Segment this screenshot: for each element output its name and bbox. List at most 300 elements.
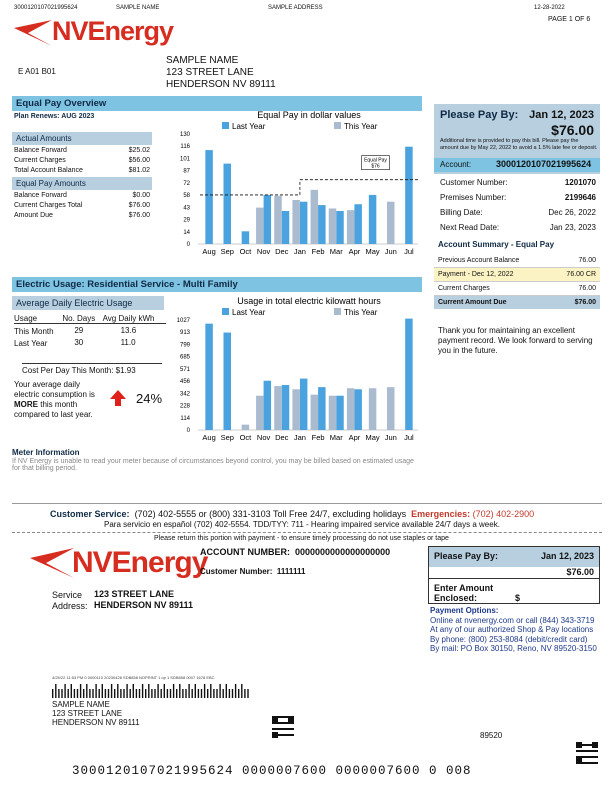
y-tick-label: 14 [183,230,190,237]
qr-module [590,744,592,746]
qr-module [582,756,584,758]
bar [318,205,326,244]
qr-module [280,716,282,718]
qr-module [584,762,586,764]
ep-row: Balance Forward $0.00 [14,191,150,199]
x-tick-label: Mar [329,433,343,442]
logo-text: NVEnergy [52,16,174,46]
x-tick-label: Jan [293,247,306,256]
barcode-bar [136,689,137,698]
chart-title: Usage in total electric kilowatt hours [237,296,381,306]
barcode-bar [145,689,146,698]
barcode-bar [68,689,69,698]
qr-module [274,720,276,722]
x-tick-label: Sep [220,247,234,256]
ep-amounts-head: Equal Pay Amounts [12,177,152,190]
qr-module [272,736,274,738]
qr-module [586,744,588,746]
qr-module [290,722,292,724]
pay-box-date: Jan 12, 2023 [529,109,594,121]
actual-amounts-section [12,132,152,220]
qr-module [282,728,284,730]
qr-module [290,720,292,722]
cost-per-day: Cost Per Day This Month: $1.93 [22,363,162,375]
qr-module [286,728,288,730]
qr-module [588,750,590,752]
qr-module [592,756,594,758]
y-tick-label: 228 [179,403,190,410]
account-bar: Account: 3000120107021995624 [434,158,600,172]
x-tick-label: Feb [311,433,325,442]
account-details: Customer Number: 1201070 Premises Number: 2199646 Billing Date: Dec 26, 2022 Next Read Date: Jan 23, 2023 [440,178,596,232]
y-tick-label: 913 [179,330,190,337]
barcode-bar [126,684,127,698]
barcode-bar [213,689,214,698]
y-tick-label: 571 [179,366,190,373]
ocr-line: 3000120107021995624 0000007600 0000007600 0 008 [72,764,472,778]
customer-service: Customer Service: (702) 402-5555 or (800) 331-3103 Toll Free 24/7, excluding holidays Emergencies: (702) 402-2900 [50,509,535,519]
legend-swatch [222,308,229,315]
x-tick-label: Jun [384,433,397,442]
bar [224,164,232,244]
barcode-bar [151,689,152,698]
qr-module [282,722,284,724]
barcode-bar [235,684,236,698]
bar [300,202,308,244]
header-account: 3000120107021995624 [14,5,78,11]
qr-module [578,746,580,748]
x-tick-label: May [365,247,380,256]
qr-module [278,734,280,736]
qr-module [578,758,580,760]
qr-module [272,720,274,722]
divider [12,503,602,504]
qr-module [292,728,294,730]
y-tick-label: 0 [186,428,190,434]
header-date: 12-28-2022 [534,5,565,11]
bar [300,379,308,430]
barcode-bar [80,684,81,698]
barcode-bar [120,689,121,698]
qr-module [586,756,588,758]
barcode-bar [170,689,171,698]
qr-module [288,716,290,718]
qr-module [284,722,286,724]
qr-module [276,734,278,736]
qr-module [576,746,578,748]
x-tick-label: Aug [202,247,216,256]
equal-pay-chart [172,108,422,260]
qr-module [576,750,578,752]
barcode-bar [241,684,242,698]
barcode-bar [77,689,78,698]
qr-module [290,718,292,720]
spanish-service: Para servicio en español (702) 402-5554. TDD/TYY: 711 - Hearing impaired service available 24/7 days a week. [104,520,500,529]
qr-module [292,716,294,718]
mail-street: 123 STREET LANE [166,67,254,78]
x-tick-label: Nov [256,247,271,256]
payment-options: Payment Options: Online at nvenergy.com or call (844) 343-3719 At any of our authorized Shop & Pay locations By phone: (800) 253-8084 (debit/credit card) By mail: PO Box 30150, Reno, NV 89520-3150 [430,606,597,653]
qr-module [280,734,282,736]
qr-module [594,750,596,752]
thanks-text: Thank you for maintaining an excellent payment record. We look forward to serving you in the future. [438,326,593,355]
qr-module [274,728,276,730]
barcode-bar [117,684,118,698]
bar [387,202,395,244]
barcode-bar [74,689,75,698]
return-note: Please return this portion with payment - to ensure timely processing do not use staples or tape [154,535,449,542]
bar [242,231,250,244]
qr-module [288,728,290,730]
qr-module [280,722,282,724]
barcode-bar [173,684,174,698]
stub-account: ACCOUNT NUMBER: 0000000000000000000 [200,547,391,557]
qr-module [592,744,594,746]
pay-box-title: Please Pay By: [440,109,519,121]
qr-module [284,716,286,718]
qr-module [274,732,276,734]
bar [329,396,337,430]
y-tick-label: 58 [183,192,190,199]
barcode-bar [226,684,227,698]
legend-swatch [334,308,341,315]
bar [282,211,290,244]
qr-module [286,716,288,718]
stub-pay-box: Please Pay By: Jan 12, 2023 $76.00 Enter Amount Enclosed: $ [428,546,600,604]
logo-mark-icon [14,18,54,48]
actual-row: Total Account Balance $81.02 [14,166,150,174]
qr-module [274,736,276,738]
barcode-bar [195,684,196,698]
qr-module [288,718,290,720]
qr-module [276,716,278,718]
actual-amounts-head: Actual Amounts [12,132,152,145]
qr-module [584,756,586,758]
barcode-bar [244,689,245,698]
qr-module [590,756,592,758]
qr-module [278,716,280,718]
qr-module [276,722,278,724]
qr-module [592,762,594,764]
x-tick-label: Jun [384,247,397,256]
barcode-bar [167,689,168,698]
actual-row: Balance Forward $25.02 [14,146,150,154]
qr-module [596,756,598,758]
qr-module [590,762,592,764]
qr-module [594,742,596,744]
barcode-bar [71,684,72,698]
usage-table: Usage No. Days Avg Daily kWh This Month 29 13.6 Last Year 30 11.0 [14,314,166,348]
x-tick-label: Feb [311,247,325,256]
barcode-bar [89,689,90,698]
qr-module [274,722,276,724]
legend-label: Last Year [232,122,266,131]
qr-module [576,756,578,758]
chart-title: Equal Pay in dollar values [257,110,361,120]
y-tick-label: 456 [179,379,190,386]
qr-module [588,756,590,758]
qr-module [588,744,590,746]
y-tick-label: 130 [179,132,190,138]
bar [311,190,319,244]
barcode-bar [198,689,199,698]
qr-module [582,762,584,764]
qr-module [272,734,274,736]
y-tick-label: 1027 [176,318,190,324]
x-tick-label: Oct [239,247,252,256]
service-address: 123 STREET LANE HENDERSON NV 89111 [94,589,194,610]
y-tick-label: 0 [186,242,190,248]
bar [242,425,250,430]
mail-city: HENDERSON NV 89111 [166,79,276,90]
barcode-bar [154,689,155,698]
barcode-bar [207,689,208,698]
bar [369,195,377,244]
qr-module [286,734,288,736]
qr-module [276,720,278,722]
x-tick-label: Sep [220,433,234,442]
qr-module [592,742,594,744]
x-tick-label: May [365,433,380,442]
barcode-bar [201,689,202,698]
qr-module [580,746,582,748]
qr-module [290,734,292,736]
barcode-bar [58,689,59,698]
pay-box-note: Additional time is provided to pay this bill. Please pay the amount due by May 22, 2022 to avoid a 1.5% late fee or deposit. [440,138,598,151]
pay-box-amount: $76.00 [551,122,594,138]
barcode-bar [64,684,65,698]
qr-module [580,760,582,762]
arrow-up-icon [110,390,126,406]
y-tick-label: 114 [180,415,190,422]
bar [264,195,272,244]
qr-module [288,720,290,722]
stub-zip: 89520 [480,731,503,740]
qr-module [272,728,274,730]
qr-module [586,762,588,764]
barcode-bar [148,684,149,698]
stub-mail-address: SAMPLE NAME 123 STREET LANE HENDERSON NV 89111 [52,700,140,727]
plan-renews: Plan Renews: AUG 2023 [14,113,95,120]
usage-chart [172,294,422,446]
qr-module [580,750,582,752]
y-tick-label: 685 [179,354,190,361]
qr-module [584,750,586,752]
legend-swatch [222,122,229,129]
qr-module [594,756,596,758]
service-label: Service Address: [52,590,88,611]
header-address: SAMPLE ADDRESS [268,5,323,11]
y-tick-label: 101 [179,156,190,163]
barcode-bar [95,684,96,698]
barcode-bar [108,689,109,698]
barcode-bar [188,684,189,698]
barcode-bar [229,689,230,698]
qr-module [580,756,582,758]
qr-module [594,744,596,746]
equal-pay-title: Equal Pay Overview [12,96,422,111]
nvenergy-logo [14,16,174,48]
stub-logo: NVEnergy [30,546,200,580]
x-tick-label: Apr [348,247,361,256]
annotation-text: Equal Pay [364,157,387,164]
barcode-bar [123,689,124,698]
barcode-bar [216,689,217,698]
x-tick-label: Jan [293,433,306,442]
qr-module [596,762,598,764]
qr-module [290,716,292,718]
ep-row: Current Charges Total $76.00 [14,201,150,209]
qr-module [596,750,598,752]
qr-module [580,758,582,760]
barcode-bar [139,689,140,698]
qr-module [276,736,278,738]
barcode-bar [219,684,220,698]
y-tick-label: 43 [183,205,190,212]
bar [311,395,319,430]
barcode-bar [182,689,183,698]
qr-module [288,722,290,724]
barcode-bar [130,689,131,698]
barcode-bar [210,684,211,698]
qr-module [576,744,578,746]
usage-pct: 24% [136,391,163,406]
meter-text: If NV Energy is unable to read your meter because of circumstances beyond control, you may be billed based on estimated usage for that billing period. [12,458,414,472]
bar [264,381,272,430]
barcode-bar [133,684,134,698]
barcode-bar [111,684,112,698]
table-row: This Month 29 13.6 [14,325,137,336]
qr-module [292,734,294,736]
mailing-address [166,55,276,91]
y-tick-label: 87 [183,168,190,175]
qr-module [596,742,598,744]
bar [336,211,344,244]
stub-customer: Customer Number: 1111111 [200,567,306,576]
bar [205,324,213,430]
barcode-bar [192,689,193,698]
mail-name: SAMPLE NAME [166,55,239,66]
annotation-value: $76 [371,163,380,170]
qr-module [284,728,286,730]
meter-title: Meter Information [12,448,80,457]
bar [318,387,326,430]
qr-module [580,762,582,764]
bar [354,389,362,430]
bar [405,147,413,244]
bar [256,396,264,430]
qr-module [592,750,594,752]
qr-module [290,728,292,730]
barcode-bar [232,689,233,698]
x-tick-label: Mar [329,247,343,256]
qr-module [586,750,588,752]
bar [387,387,395,430]
postal-barcode [52,684,252,698]
account-number: 3000120107021995624 [496,159,592,169]
bar [292,200,300,244]
qr-module [272,722,274,724]
usage-compare: Your average daily electric consumption is MORE this month compared to last year. [14,380,95,419]
tear-line [12,532,602,533]
qr-module [292,718,294,720]
qr-module [282,734,284,736]
mail-code: E A01 B01 [18,67,56,76]
barcode-bar [185,689,186,698]
usage-title: Electric Usage: Residential Service - Multi Family [12,277,422,292]
x-tick-label: Dec [275,433,289,442]
qr-module [580,744,582,746]
qr-module [592,746,594,748]
page-number: PAGE 1 OF 6 [548,16,591,23]
qr-module [576,758,578,760]
summary-table: Previous Account Balance 76.00 Payment - Dec 12, 2022 76.00 CR Current Charges 76.00 Current Amount Due $76.00 [434,254,600,309]
x-tick-label: Jul [404,433,414,442]
y-tick-label: 29 [183,217,190,224]
barcode-bar [105,689,106,698]
qr-module [274,734,276,736]
barcode-bar [176,689,177,698]
qr-module [594,746,596,748]
qr-module [578,762,580,764]
qr-module [576,742,578,744]
qr-code-icon [272,716,294,738]
qr-module [274,718,276,720]
logo-mark-icon [30,546,76,580]
barcode-bar [164,684,165,698]
qr-module [576,762,578,764]
barcode-bar [114,689,115,698]
qr-module [578,742,580,744]
tiny-print: 4/25/22 11:53 PM 0 0000110 20230428 SDB858 NOPRINT 1 op 1 SDB858 0007 1678 EBC [52,675,215,680]
bar [405,319,413,430]
barcode-bar [92,689,93,698]
summary-title: Account Summary - Equal Pay [438,240,555,249]
qr-module [276,732,278,734]
qr-module [288,734,290,736]
barcode-bar [179,684,180,698]
barcode-bar [99,689,100,698]
bar [205,150,213,244]
qr-module [582,744,584,746]
table-row: Last Year 30 11.0 [14,337,136,348]
qr-module [588,762,590,764]
barcode-bar [204,684,205,698]
barcode-bar [86,684,87,698]
qr-code-icon [576,742,598,764]
qr-module [580,742,582,744]
barcode-bar [102,684,103,698]
barcode-bar [55,684,56,698]
barcode-bar [223,689,224,698]
bar [274,196,282,244]
qr-module [582,750,584,752]
barcode-bar [142,684,143,698]
bar [354,204,362,244]
qr-module [278,722,280,724]
qr-module [292,722,294,724]
barcode-bar [161,689,162,698]
bar [274,386,282,430]
barcode-bar [52,689,53,698]
qr-module [594,762,596,764]
x-tick-label: Nov [256,433,271,442]
actual-row: Current Charges $56.00 [14,156,150,164]
barcode-bar [61,689,62,698]
bar [347,388,355,430]
qr-module [282,716,284,718]
legend-label: This Year [344,308,378,317]
